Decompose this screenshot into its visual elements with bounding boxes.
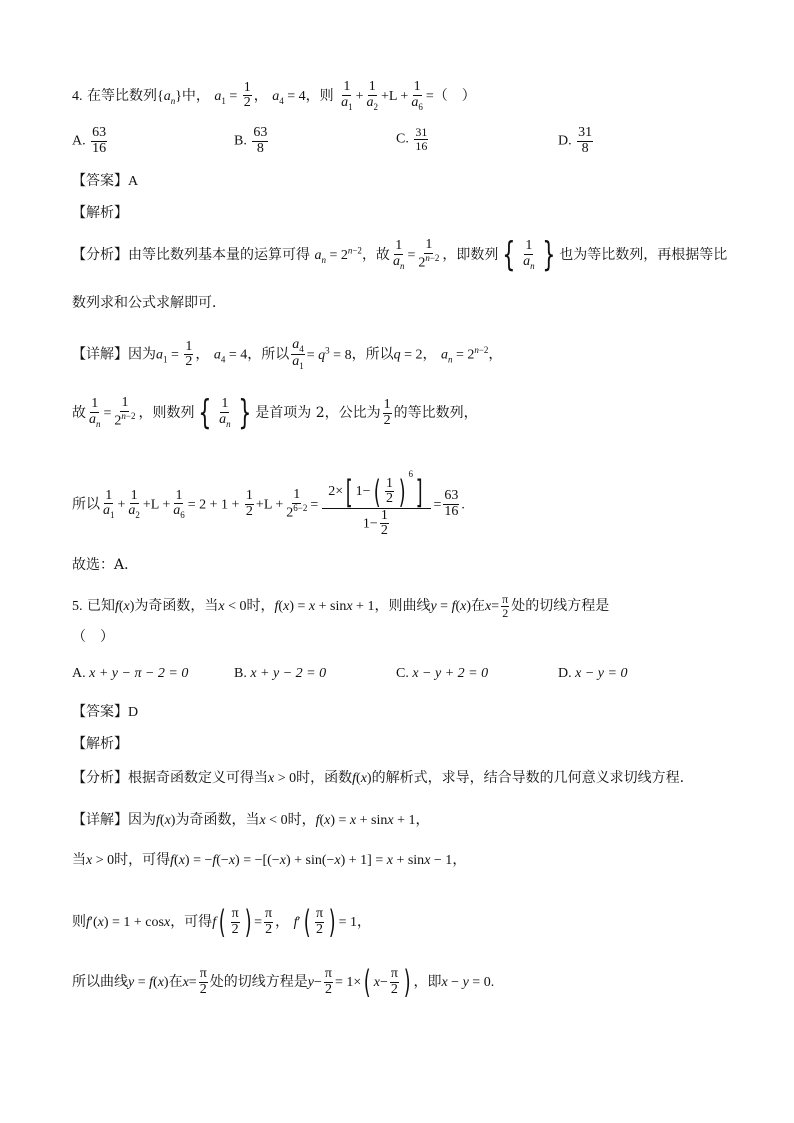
q4-fenxi-text-2: ，故 [361, 247, 390, 263]
q5-answer-label: 【答案】 [72, 704, 128, 720]
q4-option-a-label: A. [72, 133, 86, 149]
q5-option-c [396, 666, 488, 682]
q4-line-b-text-3: 是首项为 2，公比为 [255, 405, 381, 421]
q5-stem-text-6: 处的切线方程是 [511, 598, 610, 615]
q5-line-c-text: 则 [72, 914, 86, 930]
q4-fenxi-text: 由等比数列基本量的运算可得 [128, 247, 310, 263]
q5-detail-text-3: 时， [287, 812, 316, 828]
q4-fenxi-cont [72, 296, 226, 310]
q5-line-c-text-2: ，可得 [170, 914, 213, 930]
q5-option-b [234, 666, 326, 682]
q5-fenxi-text-2: 时，函数 [296, 770, 353, 786]
q5-detail-label: 【详解】 [72, 812, 128, 828]
q4-detail-label: 【详解】 [72, 346, 128, 363]
q5-line-d-text: 所以曲线 [72, 974, 128, 990]
q4-option-b-label: B. [234, 133, 247, 149]
q5-line-b-text: 当 [72, 852, 86, 868]
q4-detail-text-3: ，所以 [351, 346, 394, 363]
q5-option-a-label: A. [72, 666, 86, 681]
q4-stem-text-3: ，则 [305, 87, 334, 104]
q4-detail-text: 因为 [128, 346, 156, 363]
q4-line-c: 所以 $\frac{1}{a_1}$ + $\frac{1}{a_2}$ +L + $\frac{1}{a_6}$ = 2 + 1 + $\frac{1}{2}$ +L + $\frac{1}{2^{6-2}}$ = 2×[ 1−( $\frac{1}{2}$ ) $^6$] 1− $\frac{1}{2}$ = $\frac{63}{16}$ . [72, 469, 465, 539]
q4-fenxi: 【分析】由等比数列基本量的运算可得 $a_n = 2^{n-2}$，故 $\frac{1}{a_n}$ = $\frac{1}{2^{n-2}}$ ，即数列 { $\frac{1}{a_n}$ } 也为等比数列，再根据等比 [72, 235, 728, 275]
q4-line-b-text-2: ，则数列 [138, 405, 195, 421]
q4-choose [72, 558, 138, 572]
q4-analysis-label [72, 206, 128, 220]
q5-stem-text-5: 在 [471, 598, 486, 615]
q5-detail-text: 因为 [128, 812, 156, 828]
q5-line-b: 当x > 0时，可得f(x) = −f(−x) = −[(−x) + sin(−x) + 1] = x + sinx − 1， [72, 852, 467, 868]
q5-option-b-label: B. [234, 666, 247, 681]
q5-fenxi-label: 【分析】 [72, 770, 128, 786]
q5-fenxi-text-3: 的解析式，求导，结合导数的几何意义求切线方程. [371, 770, 685, 786]
q5-detail-text-2: 为奇函数，当 [175, 812, 260, 828]
q5-fenxi: 【分析】根据奇函数定义可得当x > 0时，函数f(x)的解析式，求导，结合导数的几何意义求切线方程. [72, 770, 685, 786]
q4-detail: 【详解】因为$a_1$ = $\frac{1}{2}$ ， $a_4 = 4$，所以 $\frac{a_4}{a_1}$ = $q^3 = 8$，所以q = 2， $a_n = 2^{n-2}$， [72, 337, 503, 372]
q4-answer-value: A [128, 174, 139, 189]
q4-number: 4. [72, 88, 83, 104]
q5-analysis-label [72, 737, 128, 751]
q4-stem-text-2: 中， [181, 87, 210, 104]
q5-fenxi-text: 根据奇函数定义可得当 [128, 770, 268, 786]
q5-number: 5. [72, 599, 83, 615]
q5-answer [72, 705, 138, 720]
q4-option-d-label: D. [558, 133, 572, 149]
q5-option-c-label: C. [396, 666, 409, 681]
q5-analysis-label-text: 【解析】 [72, 736, 128, 752]
q5-detail: 【详解】因为f(x)为奇函数，当x < 0时，f(x) = x + sinx + 1， [72, 812, 430, 828]
q5-stem: 5. 已知f(x)为奇函数，当x < 0时，f(x) = x + sinx + 1，则曲线y = f(x)在x= $\frac{\pi}{2}$ 处的切线方程是 [72, 592, 610, 620]
q4-stem-text: 在等比数列 [86, 87, 157, 104]
q4-detail-text-2: ，所以 [247, 346, 290, 363]
q4-option-b: B. $\frac{63}{8}$ [234, 125, 268, 156]
q5-line-d: 所以曲线y = f(x)在x= $\frac{\pi}{2}$ 处的切线方程是y− $\frac{\pi}{2}$ = 1×( x− $\frac{\pi}{2}$ ) ，即x − y = 0. [72, 963, 495, 1001]
q4-line-b-text-4: 的等比数列， [393, 405, 478, 421]
q4-option-c: C. $\frac{31}{16}$ [396, 125, 428, 153]
q5-option-a [72, 666, 188, 682]
q5-stem-text-3: 时， [246, 598, 275, 615]
q5-line-d-text-2: 在 [168, 974, 183, 990]
q5-option-c-text: x − y + 2 = 0 [412, 666, 489, 681]
q4-line-c-text: 所以 [72, 496, 100, 513]
q4-answer [72, 174, 138, 189]
q5-stem-text-2: 为奇函数，当 [134, 598, 219, 615]
q4-option-d: D. $\frac{31}{8}$ [558, 125, 593, 156]
q4-paren: （ ） [433, 87, 476, 104]
q4-fenxi-text-3: ，即数列 [442, 247, 499, 263]
q5-line-d-text-4: ，即 [413, 974, 442, 990]
q5-paren: （ ） [72, 629, 114, 645]
q4-option-c-label: C. [396, 131, 409, 147]
q5-line-b-text-2: 时，可得 [114, 852, 171, 868]
q5-option-d-label: D. [558, 666, 572, 681]
q5-stem-text-4: ，则曲线 [374, 598, 431, 615]
q4-fenxi-label: 【分析】 [72, 247, 128, 263]
q5-answer-value: D [128, 705, 139, 720]
q4-answer-label: 【答案】 [72, 173, 128, 189]
q4-fenxi-text-4: 也为等比数列，再根据等比 [559, 247, 728, 263]
q5-option-a-text: x + y − π − 2 = 0 [89, 666, 189, 681]
q4-stem: 4. 在等比数列$\{a_n\}$中， $a_1$ = $\frac{1}{2}$ ， $a_4 = 4$，则 $\frac{1}{a_1}$ + $\frac{1}{a_2}$ +L + $\frac{1}{a_6}$ =（ ） [72, 79, 476, 112]
q5-option-d [558, 666, 627, 682]
q4-analysis-label-text: 【解析】 [72, 205, 128, 221]
q4-option-a: A. $\frac{63}{16}$ [72, 125, 107, 156]
q5-line-d-text-3: 处的切线方程是 [209, 974, 308, 990]
q5-paren-line [72, 630, 114, 644]
q4-line-b: 故 $\frac{1}{a_n}$ = $\frac{1}{2^{n-2}}$ ，则数列 { $\frac{1}{a_n}$ } 是首项为 2，公比为 $\frac{1}{2}$ 的等比数列， [72, 393, 478, 433]
q4-line-b-text: 故 [72, 405, 86, 421]
q5-option-b-text: x + y − 2 = 0 [250, 666, 327, 681]
q5-stem-text: 已知 [86, 598, 115, 615]
q4-choose-text: 故选：A． [72, 557, 139, 573]
q5-option-d-text: x − y = 0 [575, 666, 628, 681]
q5-line-c: 则f′(x) = 1 + cosx，可得f( $\frac{\pi}{2}$ ) = $\frac{\pi}{2}$ ， f′( $\frac{\pi}{2}$ ) = 1， [72, 903, 371, 941]
q4-fenxi-text-5: 数列求和公式求解即可． [72, 295, 226, 311]
q4-seq-an: $\{a_n\}$ [156, 88, 182, 106]
